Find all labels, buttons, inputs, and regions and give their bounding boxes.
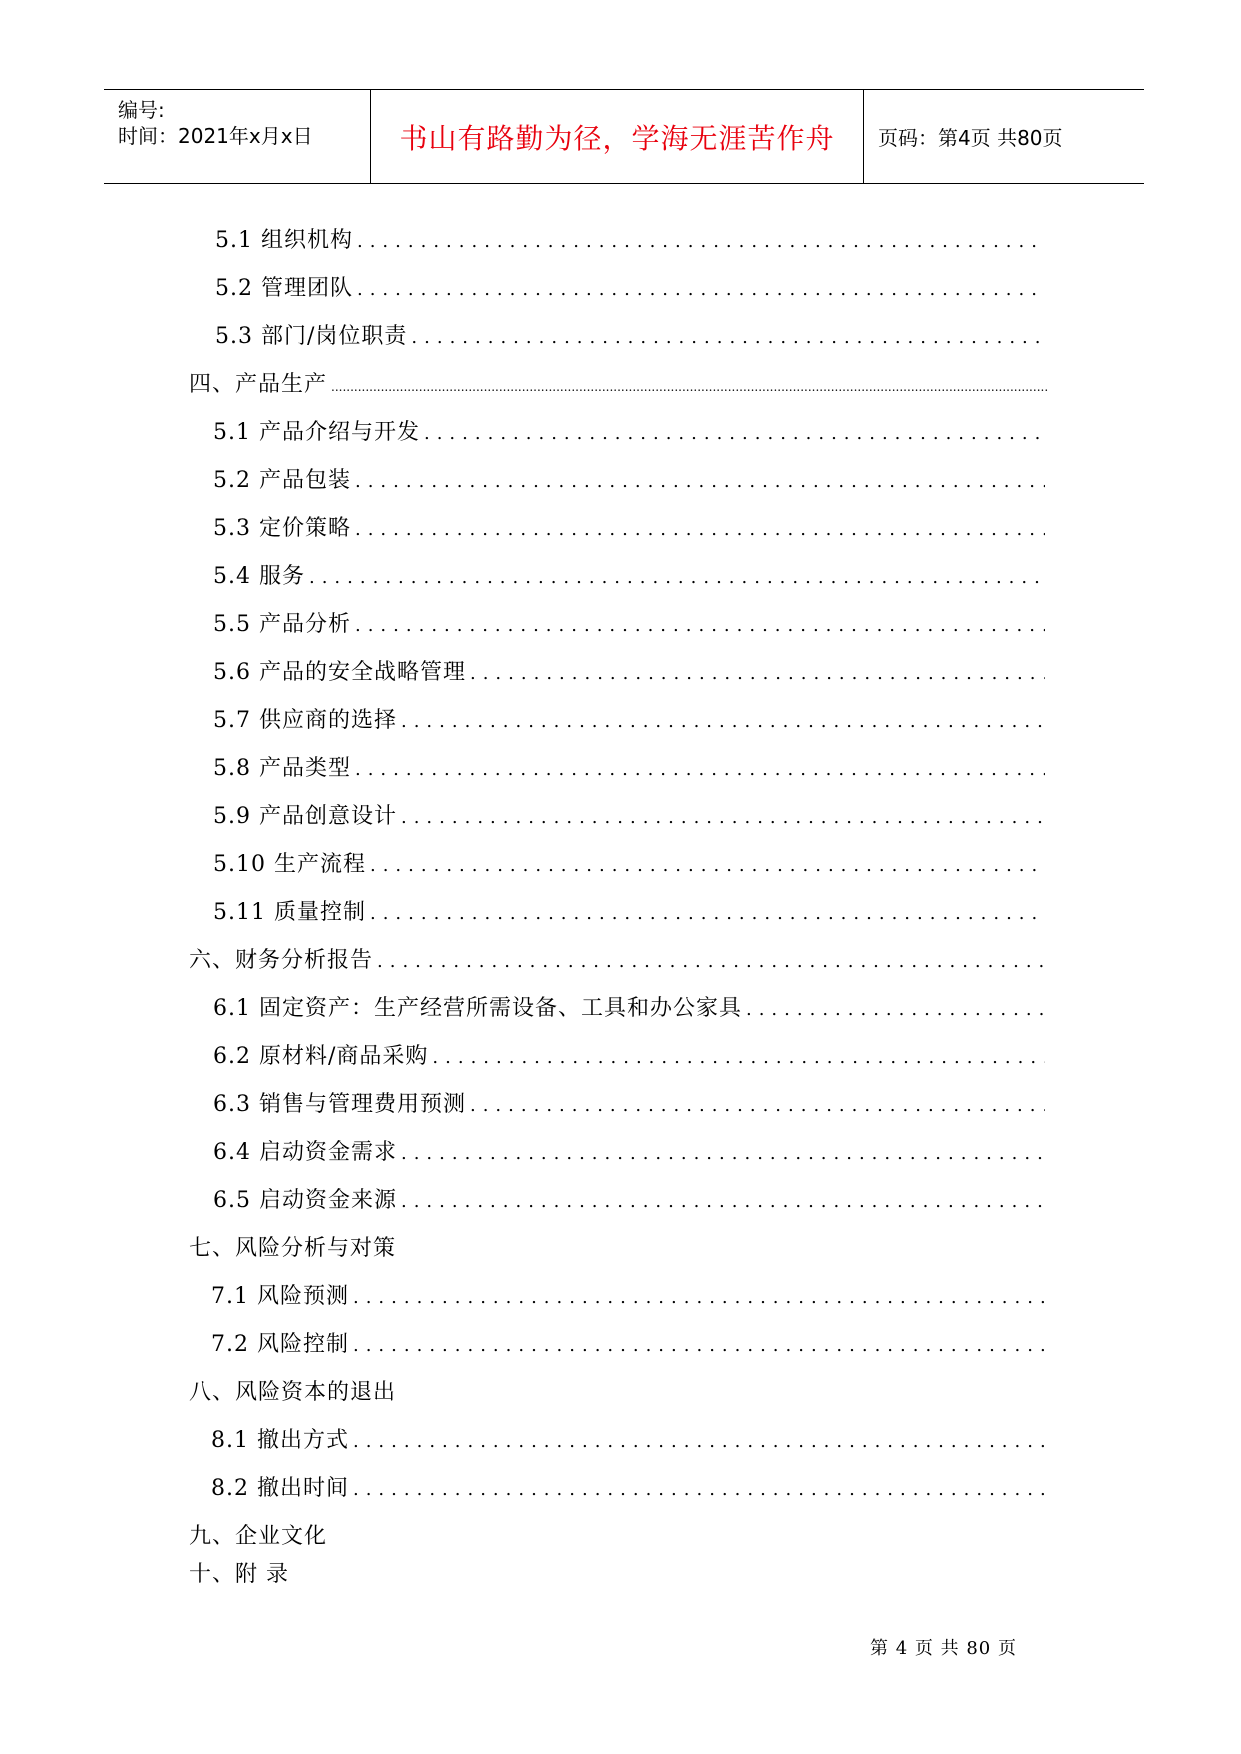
toc-dot-leader [401,807,1045,828]
toc-entry-label: 八、风险资本的退出 [189,1380,397,1405]
toc-entry[interactable] [213,1135,1045,1165]
toc-entry[interactable] [211,1327,1045,1357]
toc-entry-label: 6.2 原材料/商品采购 [213,1044,429,1069]
toc-entry-label: 九、企业文化 [189,1524,328,1549]
toc-entry-label: 6.4 启动资金需求 [213,1140,397,1165]
toc-dot-leader [357,231,1045,252]
toc-entry-label: 5.3 部门/岗位职责 [215,324,408,349]
toc-entry-label: 六、财务分析报告 [189,948,374,973]
toc-entry[interactable] [213,1183,1045,1213]
toc-entry[interactable] [213,463,1045,493]
toc-dot-leader [411,327,1045,348]
toc-dot-leader [353,1335,1045,1356]
toc-entry[interactable] [213,895,1045,925]
toc-dot-leader [355,615,1045,636]
toc-entry-label: 5.8 产品类型 [213,756,351,781]
toc-dot-leader [353,1287,1045,1308]
toc-entry-label: 5.1 产品介绍与开发 [213,420,420,445]
toc-entry[interactable] [211,1423,1045,1453]
toc-entry-label: 5.11 质量控制 [213,900,366,925]
motto-text: 书山有路勤为径，学海无涯苦作舟 [399,121,835,155]
toc-entry-label: 8.2 撤出时间 [211,1476,349,1501]
toc-entry-label: 5.6 产品的安全战略管理 [213,660,466,685]
toc-entry-label: 5.9 产品创意设计 [213,804,397,829]
toc-entry-label: 5.2 产品包装 [213,468,351,493]
toc-dot-leader [470,663,1045,684]
toc-dot-leader [353,1479,1045,1500]
toc-entry[interactable] [211,1471,1045,1501]
toc-entry-label: 7.1 风险预测 [211,1284,349,1309]
toc-entry[interactable] [213,751,1045,781]
toc-entry-label: 6.1 固定资产：生产经营所需设备、工具和办公家具 [213,996,742,1021]
toc-entry-label: 8.1 撤出方式 [211,1428,349,1453]
toc-dot-leader [357,279,1045,300]
toc-entry[interactable] [215,223,1045,253]
toc-dot-leader [401,1191,1045,1212]
toc-entry-label: 5.3 定价策略 [213,516,351,541]
toc-entry[interactable] [189,367,1049,397]
toc-dot-leader [370,903,1045,924]
toc-dot-leader [401,711,1045,732]
toc-entry[interactable] [189,943,1045,973]
toc-entry-label: 5.10 生产流程 [213,852,366,877]
toc-dot-leader [355,759,1045,780]
toc-entry-label: 十、附 录 [189,1562,289,1587]
toc-entry[interactable] [213,655,1045,685]
toc-entry[interactable] [213,991,1045,1021]
toc-dot-leader [355,471,1045,492]
toc-entry[interactable] [189,1375,1045,1405]
toc-entry[interactable] [211,1279,1045,1309]
toc-entry-label: 七、风险分析与对策 [189,1236,397,1261]
toc-entry[interactable] [213,703,1045,733]
toc-entry-label: 四、产品生产 [189,372,328,397]
toc-entry[interactable] [213,799,1045,829]
toc-entry-label: 6.3 销售与管理费用预测 [213,1092,466,1117]
toc-entry[interactable] [213,415,1045,445]
toc-entry[interactable] [213,607,1045,637]
toc-entry[interactable] [213,511,1045,541]
toc-entry-label: 5.1 组织机构 [215,228,353,253]
toc-dot-leader [370,855,1045,876]
header-page-code: 页码：第4页 共80页 [878,126,1063,150]
toc-entry[interactable] [213,559,1045,589]
toc-entry[interactable] [215,271,1045,301]
toc-entry-label: 7.2 风险控制 [211,1332,349,1357]
toc-entry[interactable] [189,1557,1045,1587]
toc-entry[interactable] [189,1231,1045,1261]
toc-dot-leader [377,951,1045,972]
page-footer: 第 4 页 共 80 页 [870,1638,1017,1659]
toc-entry-label: 5.5 产品分析 [213,612,351,637]
toc-dot-leader [470,1095,1045,1116]
toc-entry[interactable] [213,1087,1045,1117]
document-number-label: 编号: [118,98,165,122]
toc-dot-leader [353,1431,1045,1452]
toc-entry-label: 5.2 管理团队 [215,276,353,301]
toc-dot-leader [746,999,1045,1020]
toc-dot-leader [331,380,1049,394]
toc-entry-label: 5.4 服务 [213,564,305,589]
toc-entry[interactable] [215,319,1045,349]
toc-entry[interactable] [213,847,1045,877]
document-time-label: 时间：2021年x月x日 [118,124,313,148]
toc-dot-leader [309,567,1045,588]
toc-dot-leader [401,1143,1045,1164]
toc-entry[interactable] [189,1519,1045,1549]
toc-dot-leader [355,519,1045,540]
toc-entry-label: 5.7 供应商的选择 [213,708,397,733]
toc-entry[interactable] [213,1039,1045,1069]
toc-dot-leader [432,1047,1045,1068]
toc-dot-leader [424,423,1045,444]
toc-entry-label: 6.5 启动资金来源 [213,1188,397,1213]
